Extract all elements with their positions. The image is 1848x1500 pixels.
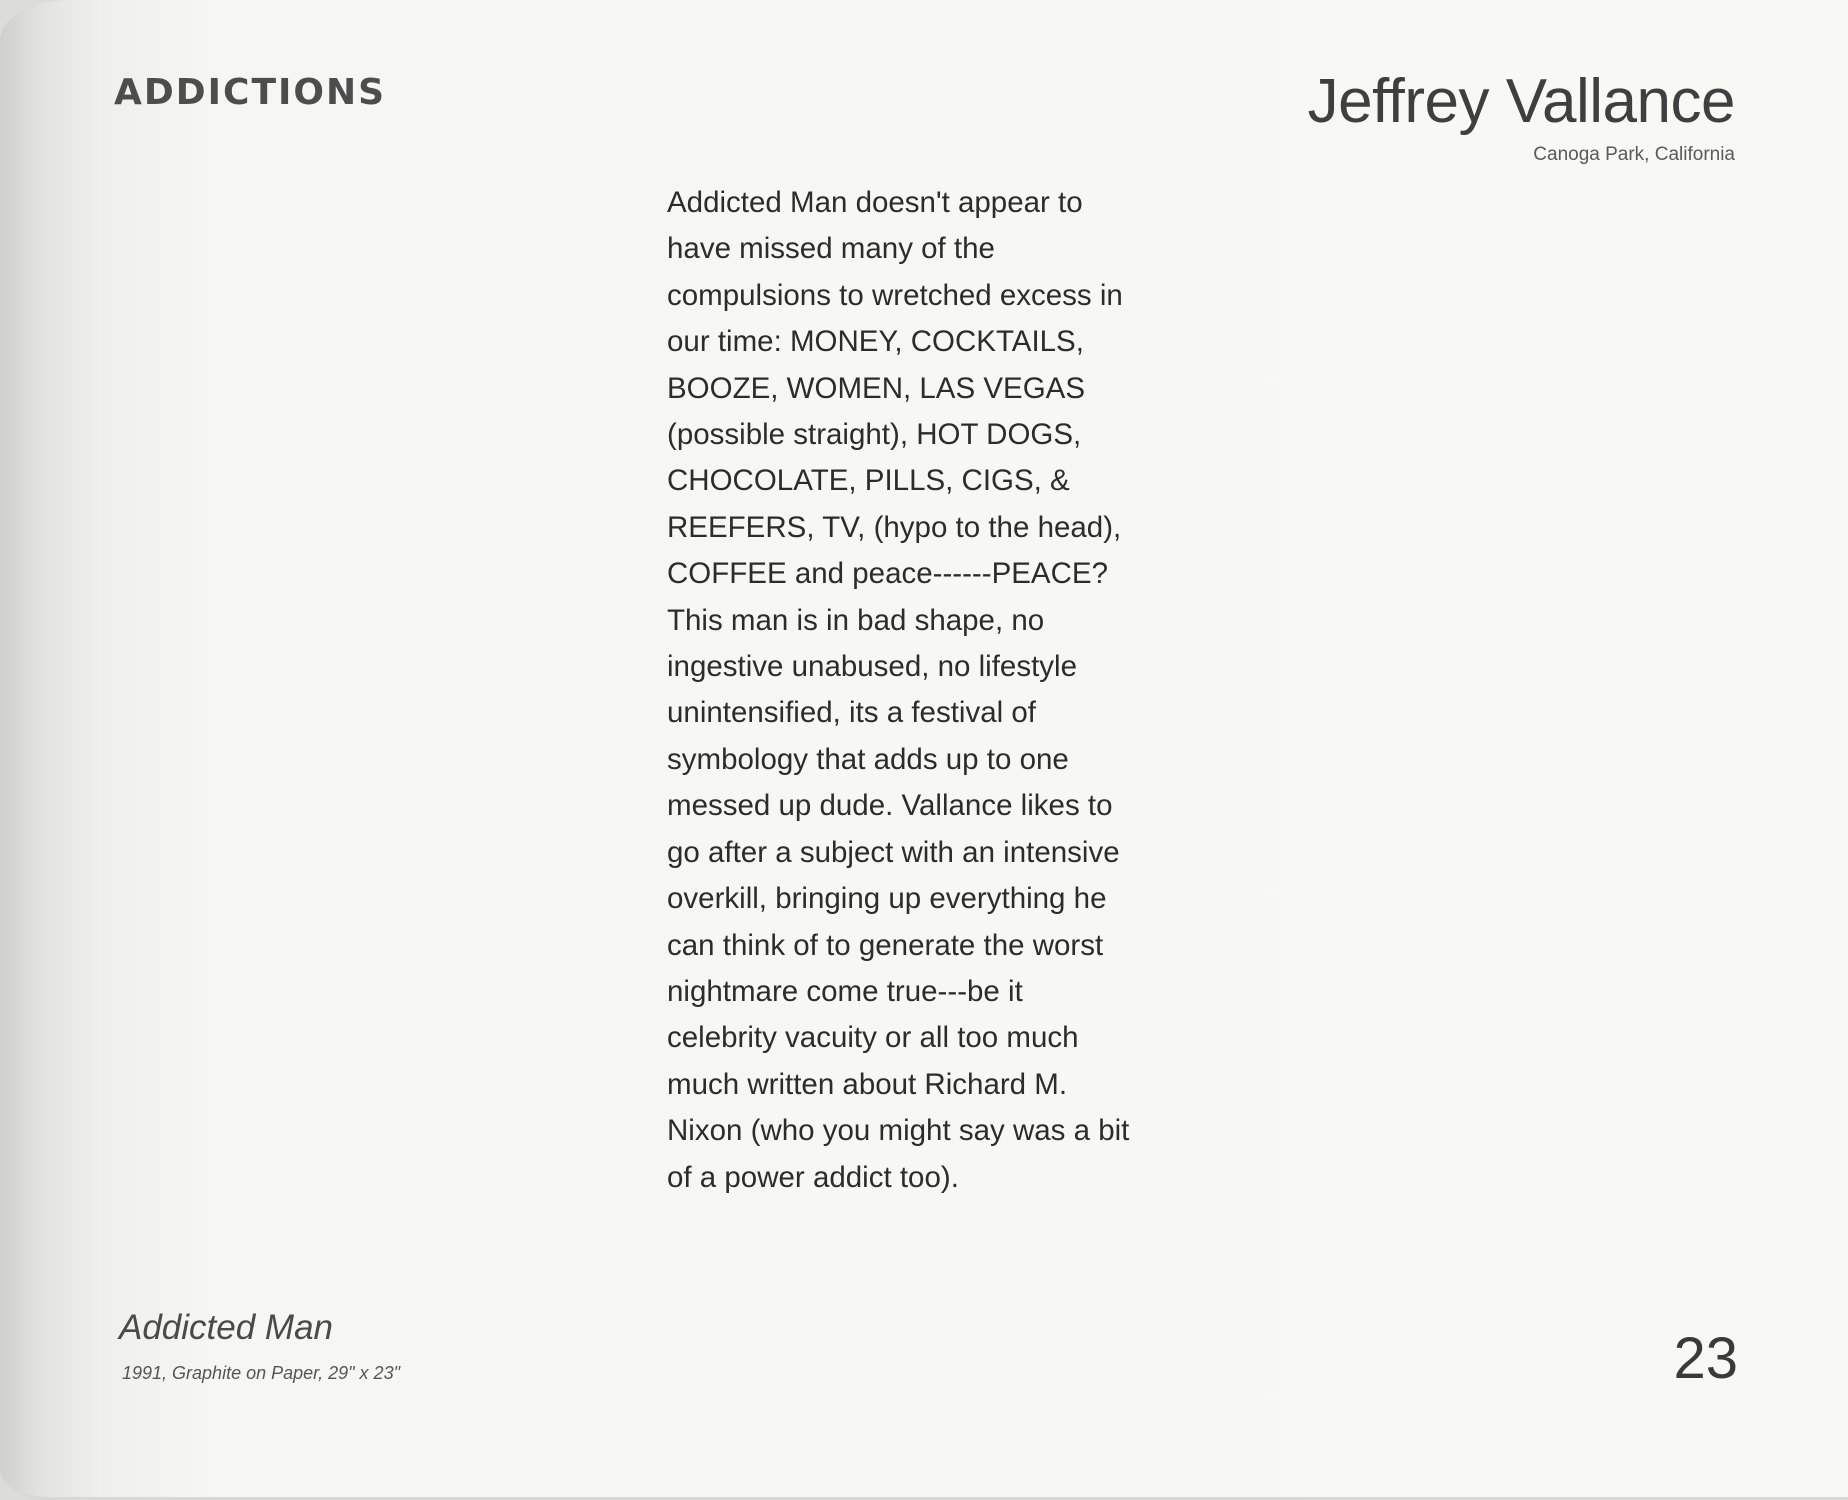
essay-line: overkill, bringing up everything he: [667, 882, 1107, 916]
essay-line: go after a subject with an intensive: [667, 835, 1120, 869]
essay-line: can think of to generate the worst: [667, 928, 1104, 962]
section-heading: ADDICTIONS: [114, 72, 387, 113]
essay-line: This man is in bad shape, no: [667, 603, 1045, 637]
essay-line: COFFEE and peace------PEACE?: [667, 557, 1108, 591]
essay-text: [667, 180, 1187, 1201]
artist-name: Jeffrey Vallance: [1307, 67, 1735, 136]
essay-line: CHOCOLATE, PILLS, CIGS, &: [667, 464, 1070, 498]
essay-line: of a power addict too).: [667, 1160, 959, 1194]
essay-line: symbology that adds up to one: [667, 742, 1069, 776]
artwork-title: Addicted Man: [119, 1308, 334, 1347]
essay-line: our time: MONEY, COCKTAILS,: [667, 325, 1084, 359]
essay-line: nightmare come true---be it: [667, 974, 1023, 1008]
page-number: 23: [1673, 1326, 1738, 1391]
essay-line: Nixon (who you might say was a bit: [667, 1114, 1130, 1148]
essay-line: messed up dude. Vallance likes to: [667, 789, 1113, 823]
essay-line: have missed many of the: [667, 232, 995, 266]
essay-line: (possible straight), HOT DOGS,: [667, 418, 1082, 452]
artwork-details: 1991, Graphite on Paper, 29" x 23": [122, 1363, 400, 1383]
essay-line: much written about Richard M.: [667, 1067, 1068, 1101]
artist-location: Canoga Park, California: [1533, 144, 1735, 165]
essay-line: Addicted Man doesn't appear to: [667, 186, 1083, 219]
essay-line: celebrity vacuity or all too much: [667, 1021, 1079, 1055]
essay-line: ingestive unabused, no lifestyle: [667, 650, 1077, 684]
essay-line: REEFERS, TV, (hypo to the head),: [667, 510, 1122, 544]
essay-line: compulsions to wretched excess in: [667, 278, 1123, 312]
essay-line: BOOZE, WOMEN, LAS VEGAS: [667, 371, 1085, 405]
essay-line: unintensified, its a festival of: [667, 696, 1036, 730]
